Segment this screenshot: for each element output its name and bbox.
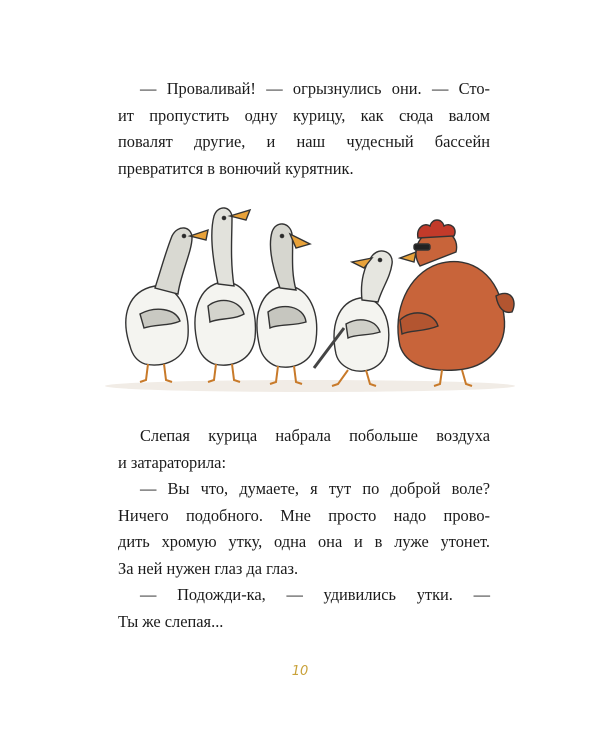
text-line: повалят другие, и наш чудесный бассейн (118, 132, 490, 151)
ducks-and-hen-illustration (100, 196, 520, 404)
page-number: 10 (291, 664, 309, 679)
top-text-block (118, 76, 490, 182)
bottom-text-block (118, 423, 490, 635)
text-line: дить хромую утку, одна она и в луже утонет. (118, 532, 490, 551)
paragraph-4 (118, 582, 490, 635)
text-line: Ты же слепая... (118, 611, 224, 631)
text-line: и затараторила: (118, 452, 226, 472)
text-line: Ничего подобного. Мне просто надо прово- (118, 505, 490, 525)
text-line: ит пропустить одну курицу, как сюда валом (118, 105, 490, 125)
text-line: — Проваливай! — огрызнулись они. — Сто- (140, 79, 490, 98)
hen (398, 220, 514, 386)
text-line: — Вы что, думаете, я тут по доброй воле? (140, 479, 490, 498)
text-line: За ней нужен глаз да глаз. (118, 558, 299, 578)
text-line: Слепая курица набрала побольше воздуха (140, 426, 490, 445)
paragraph-1 (118, 76, 490, 182)
duck-1 (126, 228, 208, 382)
text-line: превратится в вонючий курятник. (118, 158, 354, 178)
paragraph-3 (118, 476, 490, 582)
duck-4 (314, 251, 392, 386)
ground-shadow (105, 380, 515, 392)
paragraph-2 (118, 423, 490, 476)
text-line: — Подожди-ка, — удивились утки. — (140, 585, 490, 604)
duck-3 (257, 224, 317, 384)
